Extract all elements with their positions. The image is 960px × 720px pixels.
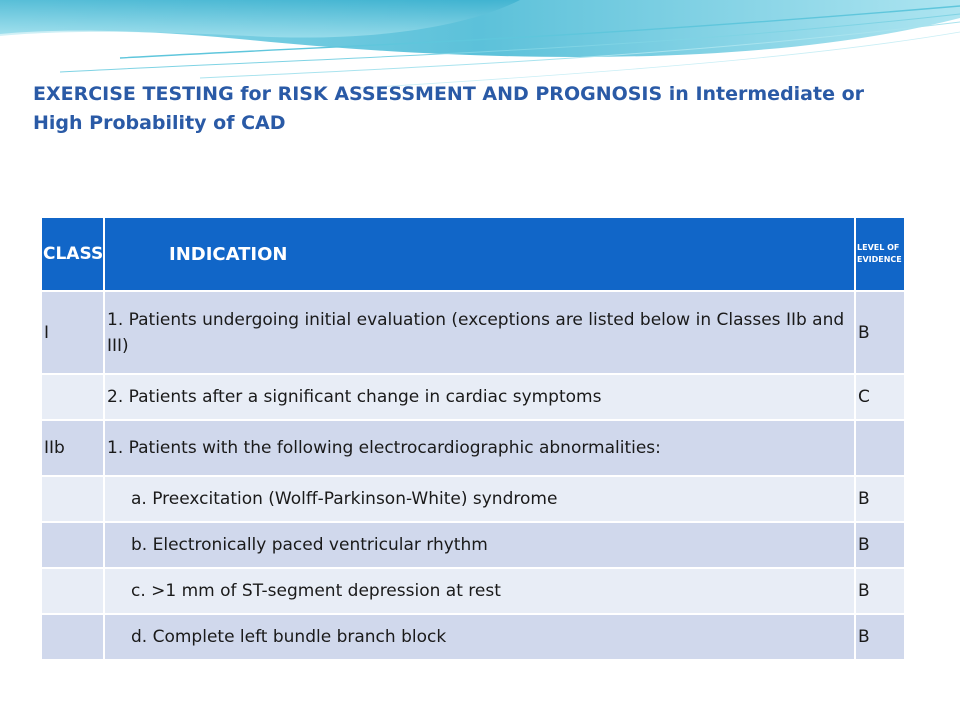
table-row xyxy=(41,420,905,476)
class-cell: IIb xyxy=(41,420,104,476)
evidence-table xyxy=(40,216,906,661)
table-row xyxy=(41,476,905,522)
header-indication: INDICATION xyxy=(104,217,855,291)
indication-cell xyxy=(104,476,855,522)
table-row xyxy=(41,522,905,568)
level-cell: B xyxy=(855,568,905,614)
level-cell: C xyxy=(855,374,905,420)
level-cell: B xyxy=(855,614,905,660)
level-cell: B xyxy=(855,476,905,522)
table-row xyxy=(41,291,905,374)
class-cell xyxy=(41,568,104,614)
indication-cell: 1. Patients with the following electrocardiographic abnormalities: xyxy=(104,420,855,476)
header-level-of-evidence: LEVEL OF EVIDENCE xyxy=(855,217,905,291)
sub-indication: a. Preexcitation (Wolff-Parkinson-White) syndrome xyxy=(131,489,558,509)
class-cell xyxy=(41,614,104,660)
level-cell xyxy=(855,420,905,476)
table-row xyxy=(41,568,905,614)
indication-cell xyxy=(104,522,855,568)
table-row xyxy=(41,374,905,420)
header-class: CLASS xyxy=(41,217,104,291)
sub-indication: c. >1 mm of ST-segment depression at rest xyxy=(131,581,501,601)
class-cell xyxy=(41,476,104,522)
table-row xyxy=(41,614,905,660)
indication-cell xyxy=(104,568,855,614)
indication-cell xyxy=(104,614,855,660)
indication-cell: 2. Patients after a significant change in cardiac symptoms xyxy=(104,374,855,420)
level-cell: B xyxy=(855,291,905,374)
table-header-row xyxy=(41,217,905,291)
class-cell: I xyxy=(41,291,104,374)
sub-indication: d. Complete left bundle branch block xyxy=(131,627,447,647)
level-cell: B xyxy=(855,522,905,568)
sub-indication: b. Electronically paced ventricular rhythm xyxy=(131,535,488,555)
indication-cell: 1. Patients undergoing initial evaluation (exceptions are listed below in Classes IIb and III) xyxy=(104,291,855,374)
page-title: EXERCISE TESTING for RISK ASSESSMENT AND PROGNOSIS in Intermediate or High Probability of CAD xyxy=(33,83,865,134)
class-cell xyxy=(41,522,104,568)
class-cell xyxy=(41,374,104,420)
